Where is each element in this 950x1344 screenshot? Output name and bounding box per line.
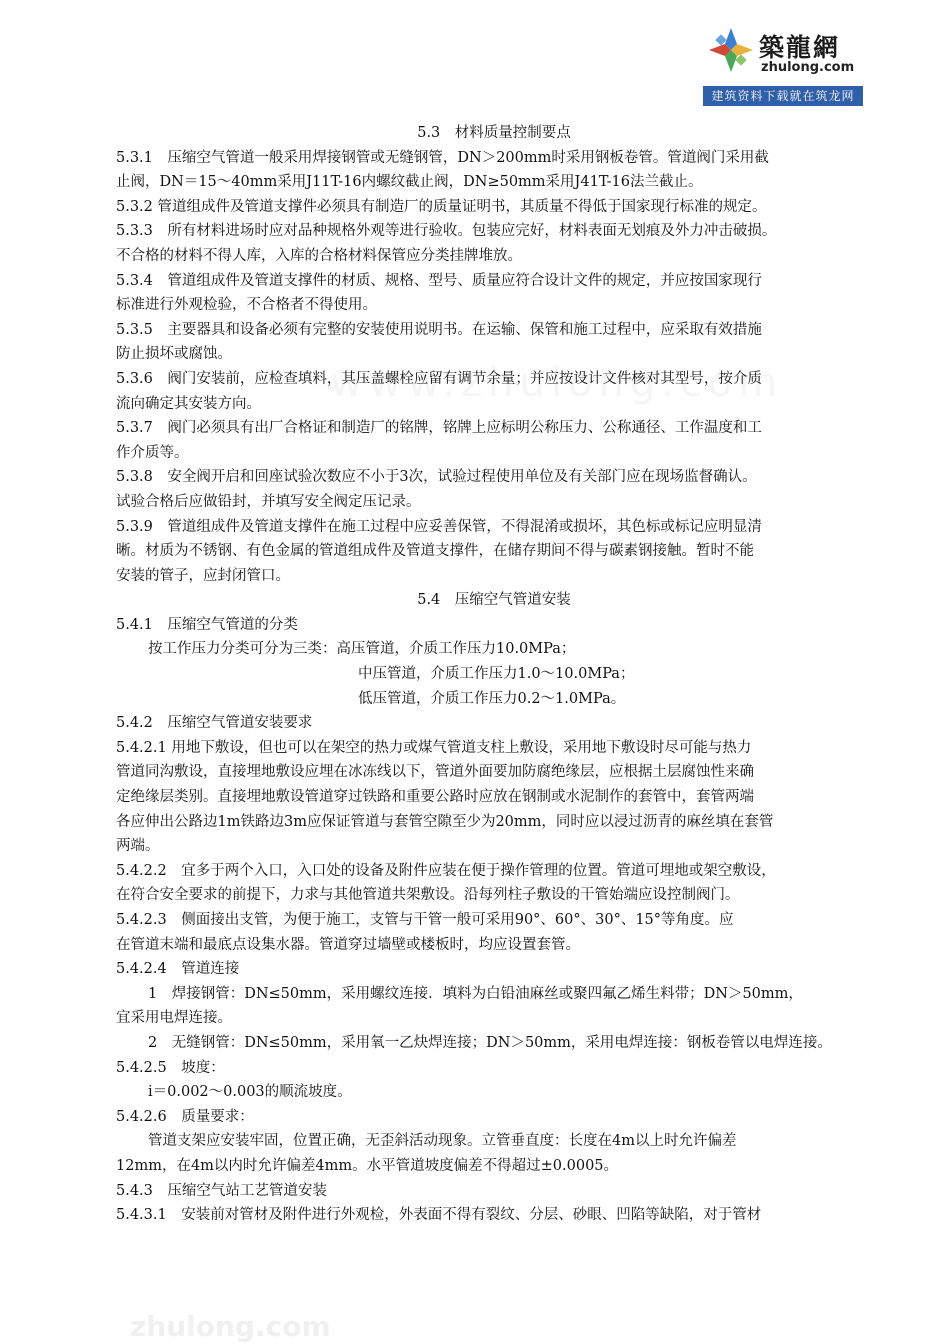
text-line: 低压管道，介质工作压力0.2～1.0MPa。: [358, 690, 626, 707]
logo-slogan: 建筑资料下载就在筑龙网: [703, 86, 863, 106]
text-line: 5.3.3 所有材料进场时应对品种规格外观等进行验收。包装应完好，材料表面无划痕及外力冲击破损。: [116, 223, 777, 240]
section-heading: 5.3 材料质量控制要点: [417, 125, 571, 141]
text-line: 5.3.8 安全阀开启和回座试验次数应不小于3次，试验过程使用单位及有关部门应在现场监督确认。: [116, 469, 757, 486]
text-line: 5.4.2.6 质量要求：: [116, 1108, 254, 1125]
text-line: 中压管道，介质工作压力1.0～10.0MPa；: [358, 666, 635, 683]
text-line: 各应伸出公路边1m铁路边3m应保证管道与套管空隙至少为20mm，同时应以浸过沥青的麻丝填在套管: [116, 813, 774, 830]
text-line: 5.4.1 压缩空气管道的分类: [116, 616, 298, 633]
text-line: 防止损坏或腐蚀。: [116, 346, 232, 363]
footer-watermark: zhulong.com: [130, 1310, 331, 1343]
text-line: 5.3.2 管道组成件及管道支撑件必须具有制造厂的质量证明书，其质量不得低于国家现行标准的规定。: [116, 198, 767, 215]
text-line: 宜采用电焊连接。: [116, 1010, 232, 1027]
text-line: 1 焊接钢管：DN≤50mm，采用螺纹连接．填料为白铅油麻丝或聚四氟乙烯生料带；DN＞50mm，: [148, 985, 803, 1002]
text-line: 5.4.2.4 管道连接: [116, 961, 240, 978]
text-line: 按工作压力分类可分为三类：高压管道，介质工作压力10.0MPa；: [148, 641, 576, 658]
document-body: [116, 121, 872, 1228]
text-line: 5.4.2.3 侧面接出支管，为便于施工，支管与干管一般可采用90°、60°、30°、15°等角度。应: [116, 912, 734, 928]
text-line: 2 无缝钢管：DN≤50mm，采用氧一乙炔焊连接；DN＞50mm，采用电焊连接：钢板卷管以电焊连接。: [148, 1034, 832, 1051]
text-line: 5.3.9 管道组成件及管道支撑件在施工过程中应妥善保管，不得混淆或损坏，其色标或标记应明显清: [116, 518, 762, 535]
text-line: 试验合格后应做铅封，并填写安全阀定压记录。: [116, 493, 421, 510]
text-line: 在符合安全要求的前提下，力求与其他管道共架敷设。沿每列柱子敷设的干管始端应设控制阀门。: [116, 887, 740, 904]
logo-chinese-name: 築龍網: [759, 33, 841, 62]
text-line: 作介质等。: [116, 444, 189, 461]
text-line: 5.3.4 管道组成件及管道支撑件的材质、规格、型号、质量应符合设计文件的规定，并应按国家现行: [116, 272, 762, 289]
text-line: 标准进行外观检验，不合格者不得使用。: [116, 297, 377, 314]
text-line: 定绝缘层类别。直接埋地敷设管道穿过铁路和重要公路时应放在钢制或水泥制作的套管中，套管两端: [116, 789, 754, 806]
section-heading: 5.4 压缩空气管道安装: [417, 592, 571, 609]
text-line: 流向确定其安装方向。: [116, 395, 261, 412]
text-line: 管道支架应安装牢固，位置正确，无歪斜活动现象。立管垂直度：长度在4m以上时允许偏差: [148, 1133, 737, 1150]
text-line: 5.3.1 压缩空气管道一般采用焊接钢管或无缝钢管，DN＞200mm时采用钢板卷管。管道阀门采用截: [116, 149, 769, 166]
text-line: 不合格的材料不得人库，入库的合格材料保管应分类挂牌堆放。: [116, 247, 522, 264]
text-line: 5.4.3.1 安装前对管材及附件进行外观检，外表面不得有裂纹、分层、砂眼、凹陷等缺陷，对于管材: [116, 1207, 762, 1224]
text-line: 止阀，DN＝15～40mm采用J11T-16内螺纹截止阀，DN≥50mm采用J41T-16法兰截止。: [116, 174, 703, 191]
text-line: 安装的管子，应封闭管口。: [116, 567, 290, 584]
text-line: 5.4.3 压缩空气站工艺管道安装: [116, 1182, 327, 1199]
text-line: 5.4.2.1 用地下敷设，但也可以在架空的热力或煤气管道支柱上敷设，采用地下敷设时尽可能与热力: [116, 739, 752, 756]
text-line: 管道同沟敷设，直接埋地敷设应埋在冰冻线以下，管道外面要加防腐绝缘层，应根据土层腐蚀性来确: [116, 764, 754, 781]
text-line: 晰。材质为不锈钢、有色金属的管道组成件及管道支撑件，在储存期间不得与碳素钢接触。暂时不能: [116, 543, 754, 560]
diamond-logo-icon: [707, 26, 755, 74]
text-line: 两端。: [116, 838, 160, 855]
text-line: 12mm，在4m以内时允许偏差4mm。水平管道坡度偏差不得超过±0.0005。: [116, 1157, 619, 1174]
text-line: 5.3.6 阀门安装前，应检查填料，其压盖螺栓应留有调节余量；并应按设计文件核对其型号，按介质: [116, 370, 762, 387]
site-logo: [703, 18, 863, 106]
text-line: 5.4.2.2 宜多于两个入口，入口处的设备及附件应装在便于操作管理的位置。管道可埋地或架空敷设，: [116, 862, 776, 879]
text-line: 5.3.5 主要器具和设备必须有完整的安装使用说明书。在运输、保管和施工过程中，应采取有效措施: [116, 321, 762, 338]
text-line: 5.3.7 阀门必须具有出厂合格证和制造厂的铭牌，铭牌上应标明公称压力、公称通径、工作温度和工: [116, 420, 762, 437]
logo-domain: zhulong.com: [761, 60, 855, 75]
text-line: i＝0.002～0.003的顺流坡度。: [148, 1084, 352, 1101]
text-line: 5.4.2.5 坡度：: [116, 1059, 225, 1076]
text-line: 在管道末端和最底点设集水器。管道穿过墙壁或楼板时，均应设置套管。: [116, 936, 580, 953]
text-line: 5.4.2 压缩空气管道安装要求: [116, 715, 313, 732]
